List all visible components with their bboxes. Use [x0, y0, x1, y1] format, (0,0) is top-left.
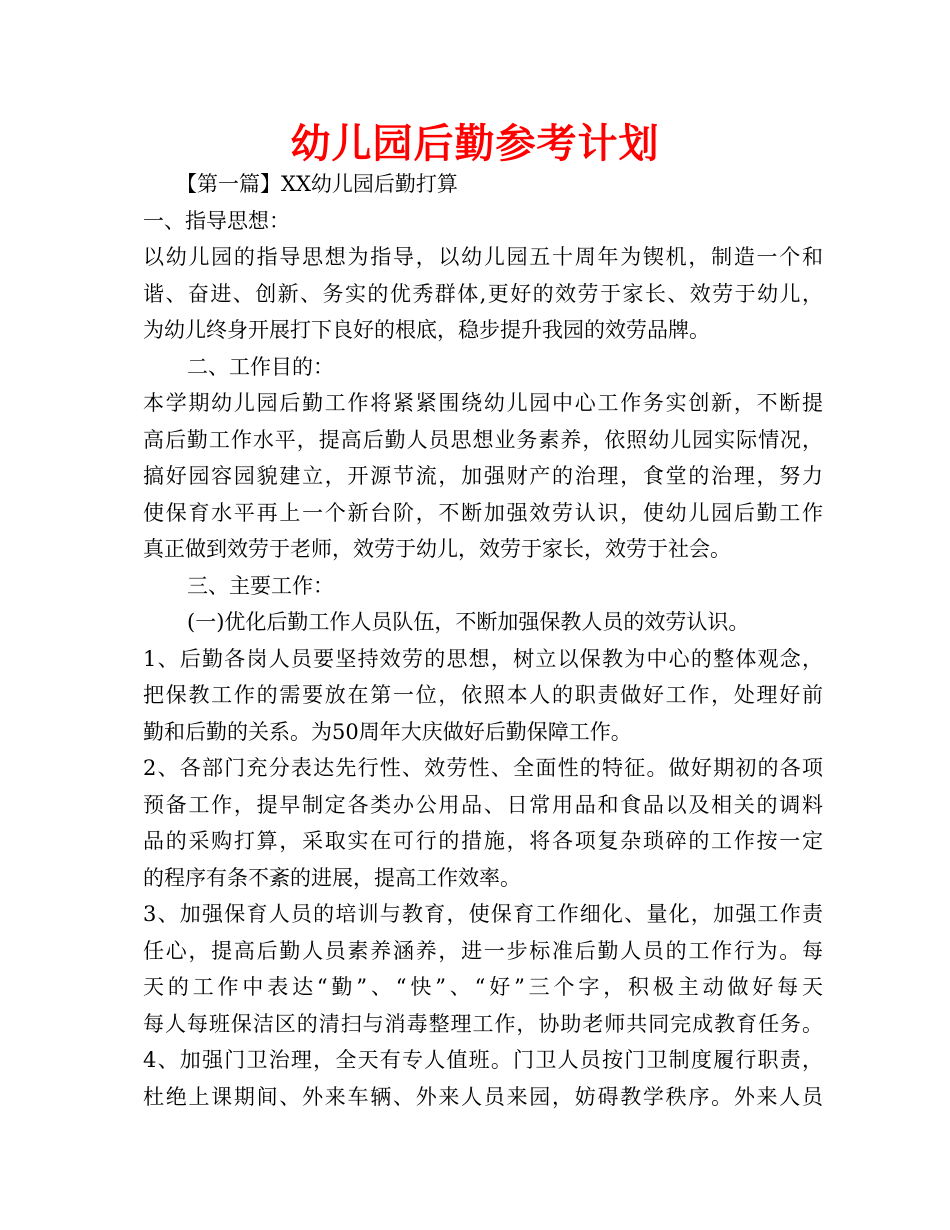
paragraph-line: 的程序有条不紊的进展，提高工作效率。 [143, 865, 521, 890]
paragraph-line: 真正做到效劳于老师，效劳于幼儿，效劳于家长，效劳于社会。 [143, 537, 731, 561]
paragraph-line: 谐、奋进、创新、务实的优秀群体,更好的效劳于家长、效劳于幼儿， [143, 281, 823, 306]
paragraph-line: 1、后勤各岗人员要坚持效劳的思想，树立以保教为中心的整体观念， [143, 646, 823, 671]
subheading-optimize-staff: (一)优化后勤工作人员队伍，不断加强保教人员的效劳认识。 [187, 610, 750, 634]
paragraph-line: 为幼儿终身开展打下良好的根底，稳步提升我园的效劳品牌。 [143, 318, 710, 342]
paragraph-line: 每人每班保洁区的清扫与消毒整理工作，协助老师共同完成教育任务。 [143, 1011, 823, 1036]
heading-main-work: 三、主要工作： [187, 573, 334, 598]
document-body [143, 166, 823, 1115]
paragraph-line: 以幼儿园的指导思想为指导，以幼儿园五十周年为锲机，制造一个和 [143, 245, 823, 269]
paragraph-line: 使保育水平再上一个新台阶，不断加强效劳认识，使幼儿园后勤工作 [143, 500, 823, 525]
paragraph-line: 本学期幼儿园后勤工作将紧紧围绕幼儿园中心工作务实创新，不断提 [143, 391, 823, 415]
paragraph-line: 杜绝上课期间、外来车辆、外来人员来园，妨碍教学秩序。外来人员 [143, 1084, 823, 1109]
paragraph-line: 品的采购打算，采取实在可行的措施，将各项复杂琐碎的工作按一定 [143, 829, 823, 853]
heading-guiding-ideology: 一、指导思想： [143, 208, 290, 233]
section-heading: 【第一篇】XX幼儿园后勤打算 [176, 172, 458, 196]
paragraph-line: 2、各部门充分表达先行性、效劳性、全面性的特征。做好期初的各项 [143, 756, 823, 780]
paragraph-line: 预备工作，提早制定各类办公用品、日常用品和食品以及相关的调料 [143, 792, 823, 817]
paragraph-line: 4、加强门卫治理，全天有专人值班。门卫人员按门卫制度履行职责， [143, 1048, 823, 1072]
paragraph-line: 天的工作中表达“勤”、“快”、“好”三个字，积极主动做好每天 [143, 975, 823, 999]
paragraph-line: 把保教工作的需要放在第一位，依照本人的职责做好工作，处理好前 [143, 683, 823, 707]
heading-work-goals: 二、工作目的： [187, 354, 334, 379]
paragraph-line: 勤和后勤的关系。为50周年大庆做好后勤保障工作。 [143, 719, 632, 744]
paragraph-line: 搞好园容园貌建立，开源节流，加强财产的治理，食堂的治理，努力 [143, 464, 823, 488]
paragraph-line: 3、加强保育人员的培训与教育，使保育工作细化、量化，加强工作责 [143, 902, 823, 926]
paragraph-line: 高后勤工作水平，提高后勤人员思想业务素养，依照幼儿园实际情况， [143, 427, 823, 452]
paragraph-line: 任心，提高后勤人员素养涵养，进一步标准后勤人员的工作行为。每 [143, 938, 823, 963]
document-title: 幼儿园后勤参考计划 [290, 120, 660, 167]
